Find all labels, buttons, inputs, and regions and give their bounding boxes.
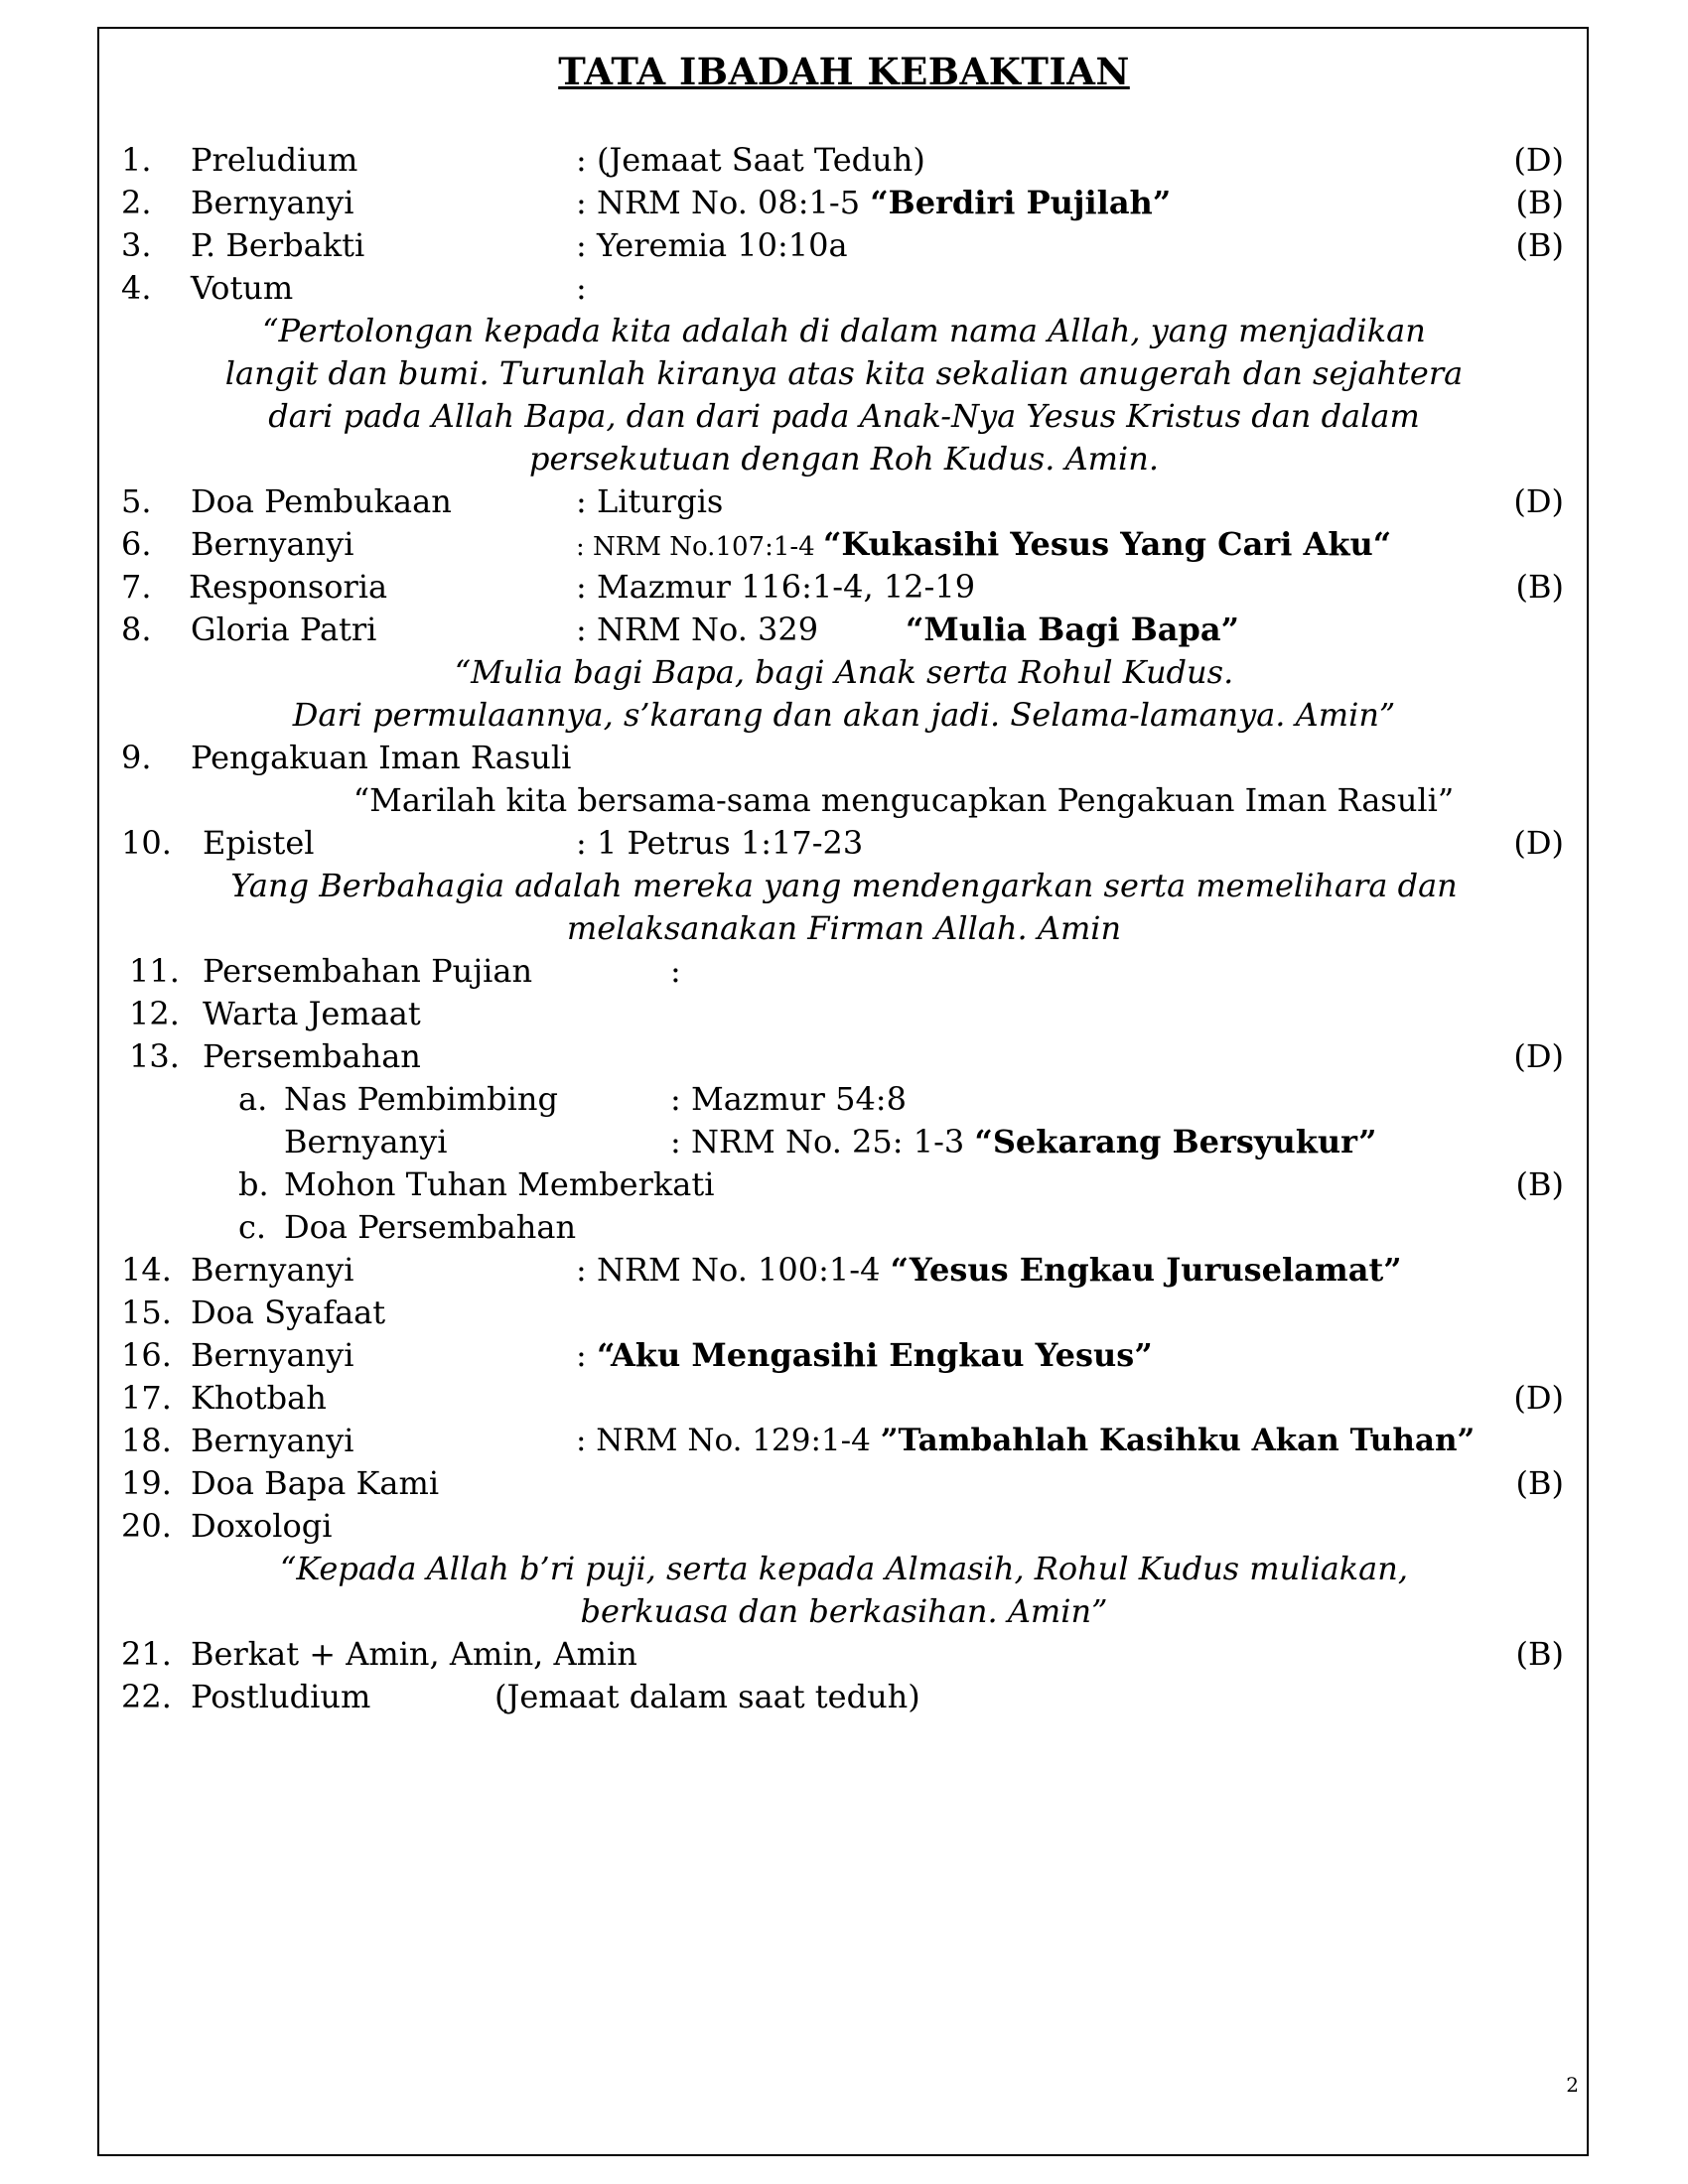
sub-value: : NRM No. 25: 1-3 <box>670 1123 975 1160</box>
item-number: 20. <box>121 1507 172 1545</box>
epistel-line: Yang Berbahagia adalah mereka yang mendengarkan serta memelihara dan <box>230 867 1458 904</box>
sub-item <box>0 1078 1688 1121</box>
item-label: Berkat + Amin, Amin, Amin <box>191 1635 637 1673</box>
item-label: Doa Bapa Kami <box>191 1464 440 1502</box>
item-label: Doa Pembukaan <box>191 482 452 520</box>
item-label: Bernyanyi <box>191 525 354 563</box>
item-code: (D) <box>1513 1037 1564 1075</box>
item-label: Doa Syafaat <box>191 1294 386 1331</box>
item-number: 18. <box>121 1422 172 1459</box>
item-number: 17. <box>121 1379 172 1417</box>
sub-letter: b. <box>238 1165 269 1203</box>
item-label: Gloria Patri <box>191 611 377 648</box>
item-label: Bernyanyi <box>191 184 354 221</box>
list-item <box>0 1462 1688 1505</box>
item-code: (B) <box>1515 568 1564 606</box>
list-item <box>0 224 1688 267</box>
item-value: : (Jemaat Saat Teduh) <box>576 141 925 179</box>
list-item <box>0 609 1688 651</box>
item-number: 5. <box>121 482 152 520</box>
item-label: Warta Jemaat <box>203 995 421 1032</box>
item-number: 19. <box>121 1464 172 1502</box>
item-label: Doxologi <box>191 1507 333 1545</box>
item-number: 21. <box>121 1635 172 1673</box>
item-label: Pengakuan Iman Rasuli <box>191 739 572 776</box>
item-number: 11. <box>129 952 180 990</box>
list-item <box>0 950 1688 993</box>
page-title: TATA IBADAH KEBAKTIAN <box>558 50 1130 93</box>
item-value: : <box>576 1336 597 1374</box>
item-number: 2. <box>121 184 152 221</box>
item-label: Votum <box>191 269 294 307</box>
list-item <box>0 523 1688 566</box>
list-item <box>0 182 1688 224</box>
hymn-title: ”Tambahlah Kasihku Akan Tuhan” <box>880 1423 1476 1458</box>
hymn-title: “Mulia Bagi Bapa” <box>906 611 1240 648</box>
item-label: Bernyanyi <box>191 1422 354 1459</box>
sub-label: Mohon Tuhan Memberkati <box>284 1165 715 1203</box>
list-item <box>0 1420 1688 1462</box>
item-number: 13. <box>129 1037 180 1075</box>
gloria-line: “Mulia bagi Bapa, bagi Anak serta Rohul Kudus. <box>454 653 1234 691</box>
sub-letter: a. <box>238 1080 268 1118</box>
sub-label: Bernyanyi <box>284 1123 448 1160</box>
hymn-title: “Yesus Engkau Juruselamat” <box>890 1251 1402 1289</box>
sub-letter: c. <box>238 1208 267 1246</box>
votum-line: dari pada Allah Bapa, dan dari pada Anak-Nya Yesus Kristus dan dalam <box>268 397 1420 435</box>
hymn-title: “Berdiri Pujilah” <box>870 184 1172 221</box>
list-item <box>0 267 1688 310</box>
item-label: Epistel <box>203 824 315 862</box>
hymn-title: “Sekarang Bersyukur” <box>974 1123 1377 1160</box>
epistel-line: melaksanakan Firman Allah. Amin <box>566 909 1122 947</box>
item-label: Bernyanyi <box>191 1251 354 1289</box>
votum-line: langit dan bumi. Turunlah kiranya atas kita sekalian anugerah dan sejahtera <box>224 354 1464 392</box>
list-item <box>0 1249 1688 1292</box>
item-number: 10. <box>121 824 172 862</box>
sub-item <box>0 1206 1688 1249</box>
item-label: Persembahan <box>203 1037 421 1075</box>
list-item <box>0 1633 1688 1676</box>
doxologi-line: “Kepada Allah b’ri puji, serta kepada Almasih, Rohul Kudus muliakan, <box>279 1550 1409 1587</box>
list-item <box>0 1292 1688 1334</box>
item-number: 3. <box>121 226 152 264</box>
item-number: 8. <box>121 611 152 648</box>
item-value: : NRM No. 329 <box>576 611 819 648</box>
item-code: (D) <box>1513 482 1564 520</box>
gloria-text <box>0 651 1688 737</box>
item-number: 22. <box>121 1678 172 1715</box>
iman-text: “Marilah kita bersama-sama mengucapkan Pengakuan Iman Rasuli” <box>352 781 1455 819</box>
votum-line: “Pertolongan kepada kita adalah di dalam nama Allah, yang menjadikan <box>262 312 1426 349</box>
list-item <box>0 1676 1688 1718</box>
item-number: 7. <box>121 568 152 606</box>
votum-text <box>0 310 1688 480</box>
list-item <box>0 1334 1688 1377</box>
doxologi-line: berkuasa dan berkasihan. Amin” <box>580 1592 1108 1630</box>
item-code: (B) <box>1515 1464 1564 1502</box>
item-number: 15. <box>121 1294 172 1331</box>
list-item <box>0 737 1688 779</box>
item-number: 12. <box>129 995 180 1032</box>
item-code: (B) <box>1515 184 1564 221</box>
item-code: (B) <box>1515 1165 1564 1203</box>
item-code: (B) <box>1515 1635 1564 1673</box>
item-value: : Liturgis <box>576 482 724 520</box>
list-item <box>0 1377 1688 1420</box>
item-number: 9. <box>121 739 152 776</box>
item-code: (B) <box>1515 226 1564 264</box>
item-code: (D) <box>1513 141 1564 179</box>
item-value: : <box>670 952 681 990</box>
list-item <box>0 993 1688 1035</box>
item-code: (D) <box>1513 1379 1564 1417</box>
hymn-title: “Kukasihi Yesus Yang Cari Aku“ <box>822 525 1392 563</box>
item-label: Bernyanyi <box>191 1336 354 1374</box>
list-item <box>0 566 1688 609</box>
item-label: Responsoria <box>189 568 388 606</box>
sub-label: Nas Pembimbing <box>284 1080 558 1118</box>
item-number: 4. <box>121 269 152 307</box>
hymn-title: “Aku Mengasihi Engkau Yesus” <box>596 1336 1153 1374</box>
item-number: 6. <box>121 525 152 563</box>
item-number: 14. <box>121 1251 172 1289</box>
item-label: Preludium <box>191 141 358 179</box>
sub-value: : Mazmur 54:8 <box>670 1080 907 1118</box>
item-value: : NRM No. 129:1-4 <box>576 1423 881 1458</box>
list-item <box>0 1035 1688 1078</box>
item-number: 1. <box>121 141 152 179</box>
item-value: : NRM No.107:1-4 <box>576 532 823 562</box>
item-label: Postludium <box>191 1678 371 1715</box>
item-number: 16. <box>121 1336 172 1374</box>
sub-item <box>0 1163 1688 1206</box>
item-value: : <box>576 269 587 307</box>
sub-label: Doa Persembahan <box>284 1208 577 1246</box>
list-item <box>0 1505 1688 1548</box>
sub-item <box>0 1121 1688 1163</box>
gloria-line: Dari permulaannya, s’karang dan akan jadi. Selama-lamanya. Amin” <box>292 696 1396 734</box>
item-value: : 1 Petrus 1:17-23 <box>576 824 864 862</box>
item-label: Khotbah <box>191 1379 327 1417</box>
list-item <box>0 139 1688 182</box>
list-item <box>0 480 1688 523</box>
item-value: (Jemaat dalam saat teduh) <box>494 1678 920 1715</box>
item-value: : Mazmur 116:1-4, 12-19 <box>576 568 976 606</box>
votum-line: persekutuan dengan Roh Kudus. Amin. <box>528 440 1160 478</box>
item-value: : Yeremia 10:10a <box>576 226 848 264</box>
epistel-text <box>0 865 1688 950</box>
item-code: (D) <box>1513 824 1564 862</box>
list-item <box>0 822 1688 865</box>
item-label: Persembahan Pujian <box>203 952 533 990</box>
item-label: P. Berbakti <box>191 226 365 264</box>
item-value: : NRM No. 08:1-5 <box>576 184 871 221</box>
item-value: : NRM No. 100:1-4 <box>576 1251 891 1289</box>
page-number: 2 <box>1566 2073 1579 2097</box>
doxologi-text <box>0 1548 1688 1633</box>
